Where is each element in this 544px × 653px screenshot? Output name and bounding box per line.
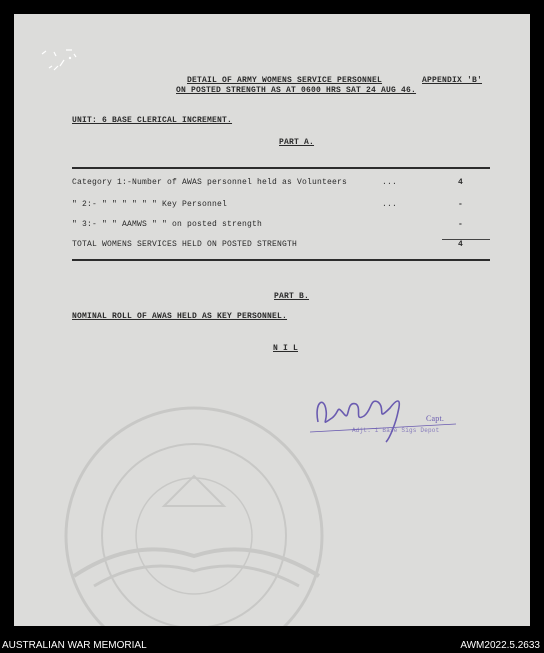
ink-specks-decoration xyxy=(24,32,94,92)
document-title-line2: ON POSTED STRENGTH AS AT 0600 HRS SAT 24 AUG 46. xyxy=(176,86,417,95)
category-1-dots: ... xyxy=(382,178,398,187)
category-3-value: - xyxy=(458,220,464,229)
category-1-value: 4 xyxy=(458,178,464,187)
category-2-dots: ... xyxy=(382,200,398,209)
document-title-line1: DETAIL OF ARMY WOMENS SERVICE PERSONNEL xyxy=(187,76,383,85)
category-3-label: " 3:- " " AAMWS " " on posted strength xyxy=(72,220,263,229)
category-1-label: Category 1:-Number of AWAS personnel held as Volunteers xyxy=(72,178,348,187)
footer-accession-number: AWM2022.5.2633 xyxy=(460,640,540,651)
appendix-label: APPENDIX 'B' xyxy=(422,76,483,85)
total-column-rule xyxy=(442,239,490,240)
footer-institution: AUSTRALIAN WAR MEMORIAL xyxy=(2,640,147,651)
nil-label: N I L xyxy=(273,344,299,353)
total-value: 4 xyxy=(458,240,464,249)
part-a-heading: PART A. xyxy=(279,138,315,147)
signature-stamp-text: Adjt. 1 Base Sigs Depot xyxy=(352,427,440,434)
category-2-value: - xyxy=(458,200,464,209)
part-a-bottom-rule xyxy=(72,259,490,261)
part-a-top-rule xyxy=(72,167,490,169)
document-page xyxy=(14,14,530,626)
category-2-label: " 2:- " " " " " " Key Personnel xyxy=(72,200,228,209)
part-b-heading: PART B. xyxy=(274,292,310,301)
unit-label: UNIT: 6 BASE CLERICAL INCREMENT. xyxy=(72,116,233,125)
total-label: TOTAL WOMENS SERVICES HELD ON POSTED STRENGTH xyxy=(72,240,298,249)
nominal-roll-label: NOMINAL ROLL OF AWAS HELD AS KEY PERSONNEL. xyxy=(72,312,288,321)
signature-rank: Capt. xyxy=(426,414,445,423)
